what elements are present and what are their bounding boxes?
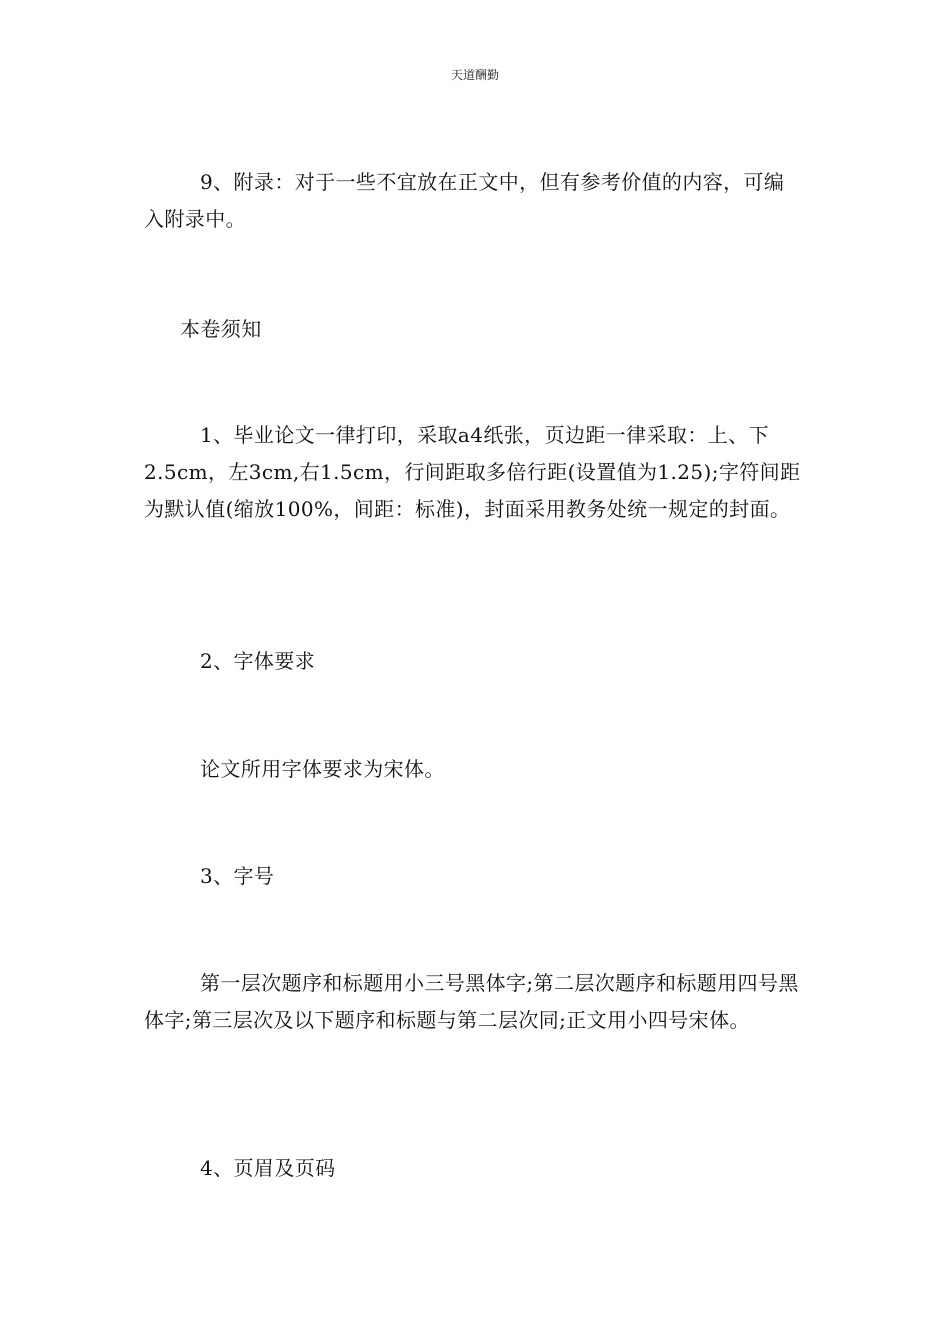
paragraph-font-requirement: 论文所用字体要求为宋体。 xyxy=(200,757,445,781)
paragraph-appendix: 9、附录：对于一些不宜放在正文中，但有参考价值的内容，可编入附录中。 xyxy=(144,170,785,231)
paragraph-header-pagenum-heading: 4、页眉及页码 xyxy=(200,1156,336,1180)
paragraph-font-size-heading: 3、字号 xyxy=(200,864,275,888)
paragraph-font-heading: 2、字体要求 xyxy=(200,649,316,673)
paragraph-print-requirements: 1、毕业论文一律打印，采取a4纸张，页边距一律采取：上、下2.5cm，左3cm,右1.5cm，行间距取多倍行距(设置值为1.25);字符间距为默认值(缩放100%，间距：标准)，封面采用教务处统一规定的封面。 xyxy=(144,423,801,521)
page-header: 天道酬勤 xyxy=(450,68,499,82)
section-title-notice: 本卷须知 xyxy=(180,317,262,341)
paragraph-font-size-rules: 第一层次题序和标题用小三号黑体字;第二层次题序和标题用四号黑体字;第三层次及以下题序和标题与第二层次同;正文用小四号宋体。 xyxy=(144,971,799,1032)
